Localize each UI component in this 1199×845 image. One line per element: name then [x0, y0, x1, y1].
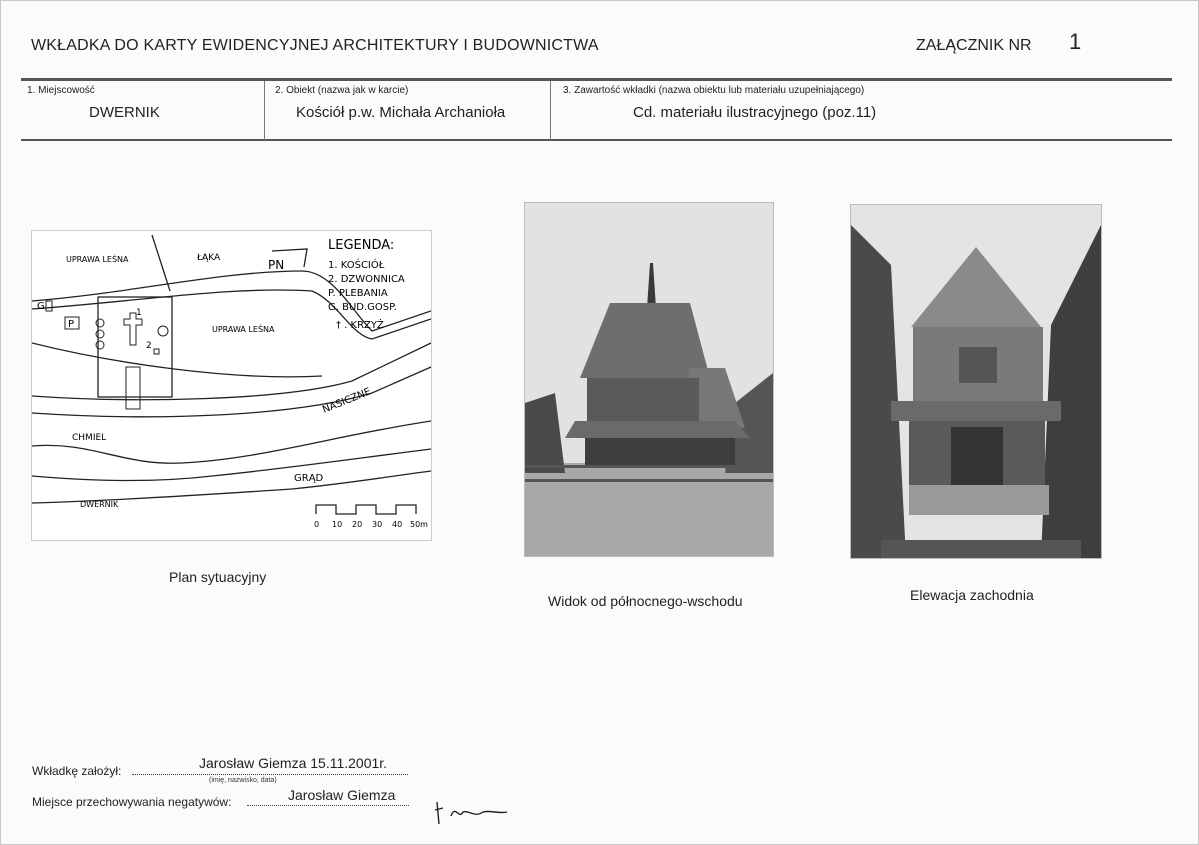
negatives-dotted-line	[247, 805, 409, 806]
annex-number: 1	[1069, 29, 1082, 54]
legend-item: 2. DZWONNICA	[328, 274, 405, 285]
field-label-locality: 1. Miejscowość	[27, 85, 95, 96]
scale-tick: 10	[332, 520, 343, 529]
field-value-contents: Cd. materiału ilustracyjnego (poz.11)	[633, 104, 877, 121]
scale-tick: 40	[392, 520, 403, 529]
label-g-mark: G	[37, 301, 45, 312]
legend-item: 1. KOŚCIÓŁ	[328, 260, 385, 271]
document-title: WKŁADKA DO KARTY EWIDENCYJNEJ ARCHITEKTURY I BUDOWNICTWA	[31, 37, 599, 54]
scale-tick: 50m	[410, 520, 428, 529]
label-road-chmiel: CHMIEL	[72, 433, 107, 443]
signature	[431, 796, 511, 828]
label-river: GRĄD	[294, 473, 324, 484]
site-plan	[31, 230, 432, 541]
field-value-locality: DWERNIK	[89, 104, 160, 121]
field-divider	[264, 81, 265, 140]
field-value-object: Kościół p.w. Michała Archanioła	[296, 104, 506, 121]
legend-title: LEGENDA:	[328, 238, 395, 253]
scale-tick: 0	[314, 520, 320, 529]
scale-bar	[316, 505, 416, 514]
church-photo-drawing	[525, 203, 773, 556]
label-p-mark: P	[68, 319, 75, 330]
site-plan-drawing	[32, 231, 431, 540]
field-divider	[550, 81, 551, 140]
scale-tick: 20	[352, 520, 363, 529]
legend-item: † . KRZYŻ	[336, 320, 384, 331]
plan-caption: Plan sytuacyjny	[169, 569, 267, 585]
legend-item: P. PLEBANIA	[328, 288, 388, 299]
photo-caption-northeast: Widok od północnego-wschodu	[548, 593, 743, 609]
scale-tick: 30	[372, 520, 383, 529]
label-north: PN	[268, 258, 285, 272]
photo-northeast-view	[524, 202, 774, 557]
author-value: Jarosław Giemza 15.11.2001r.	[199, 755, 388, 771]
field-label-object: 2. Obiekt (nazwa jak w karcie)	[275, 85, 409, 96]
author-label: Wkładkę założył:	[32, 764, 122, 778]
header-rule-top	[21, 78, 1172, 81]
negatives-label: Miejsce przechowywania negatywów:	[32, 795, 232, 809]
label-forest-crop-1: UPRAWA LEŚNA	[66, 255, 129, 264]
negatives-value: Jarosław Giemza	[288, 787, 396, 803]
label-road-dwernik: DWERNIK	[80, 500, 119, 509]
label-num-1: 1	[136, 308, 142, 318]
photo-west-elevation	[850, 204, 1102, 559]
label-road-nasiczne: NASICZNE	[321, 386, 373, 416]
author-dotted-line	[132, 774, 408, 775]
annex-label: ZAŁĄCZNIK NR	[916, 37, 1032, 54]
label-forest-crop-2: UPRAWA LEŚNA	[212, 325, 275, 334]
header-rule-bottom	[21, 139, 1172, 141]
photo-caption-west: Elewacja zachodnia	[910, 587, 1034, 603]
legend-item: G. BUD.GOSP.	[328, 302, 397, 313]
label-meadow: ŁĄKA	[197, 253, 221, 263]
label-num-2: 2	[146, 341, 152, 351]
field-label-contents: 3. Zawartość wkładki (nazwa obiektu lub materiału uzupełniającego)	[563, 85, 865, 96]
elevation-photo-drawing	[851, 205, 1101, 558]
author-hint: (imię, nazwisko, data)	[209, 777, 277, 784]
